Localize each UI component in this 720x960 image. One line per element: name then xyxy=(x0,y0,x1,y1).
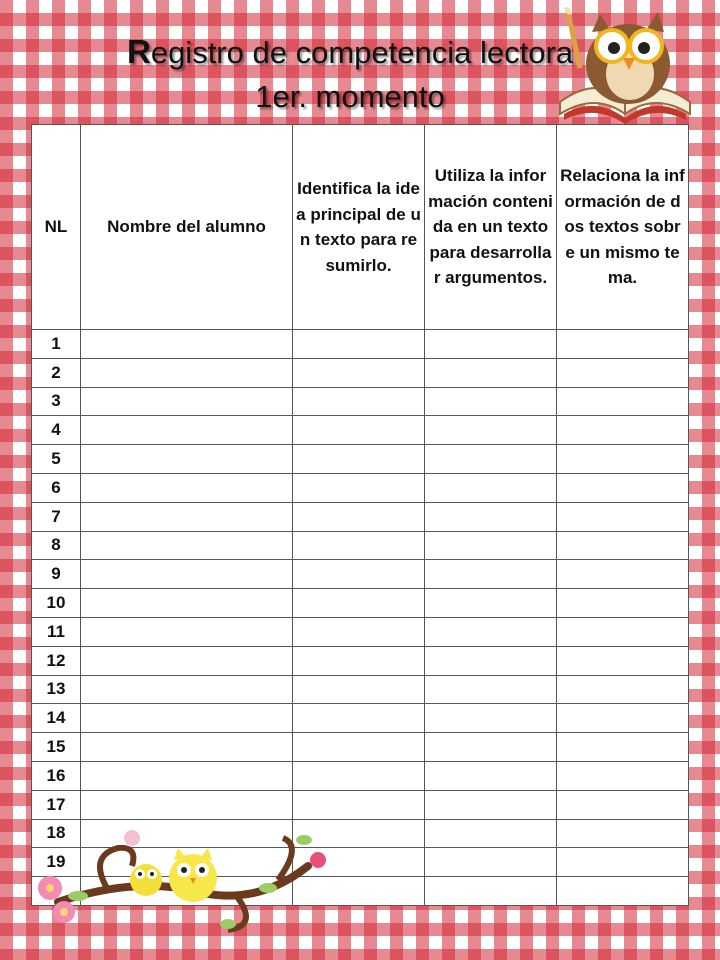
relates-information-cell[interactable] xyxy=(557,531,689,560)
row-number: 6 xyxy=(32,473,81,502)
main-idea-cell[interactable] xyxy=(293,733,425,762)
relates-information-cell[interactable] xyxy=(557,358,689,387)
relates-information-cell[interactable] xyxy=(557,790,689,819)
header-uses-information xyxy=(425,125,557,330)
main-idea-cell[interactable] xyxy=(293,589,425,618)
uses-information-cell[interactable] xyxy=(425,704,557,733)
relates-information-cell[interactable] xyxy=(557,704,689,733)
uses-information-cell[interactable] xyxy=(425,733,557,762)
relates-information-cell[interactable] xyxy=(557,819,689,848)
main-idea-cell[interactable] xyxy=(293,560,425,589)
row-number: 11 xyxy=(32,617,81,646)
main-idea-cell[interactable] xyxy=(293,358,425,387)
main-idea-cell[interactable] xyxy=(293,704,425,733)
relates-information-cell[interactable] xyxy=(557,445,689,474)
table-row xyxy=(32,416,689,445)
uses-information-cell[interactable] xyxy=(425,445,557,474)
uses-information-cell[interactable] xyxy=(425,502,557,531)
row-number: 16 xyxy=(32,761,81,790)
table-row xyxy=(32,358,689,387)
header-nl: NL xyxy=(32,125,81,330)
row-number: 19 xyxy=(32,848,81,877)
relates-information-cell[interactable] xyxy=(557,848,689,877)
student-name-cell[interactable] xyxy=(81,387,293,416)
header-relates-information-text: Relaciona la información de dos textos sobre un mismo tema. xyxy=(560,166,685,288)
table-row xyxy=(32,531,689,560)
relates-information-cell[interactable] xyxy=(557,617,689,646)
uses-information-cell[interactable] xyxy=(425,531,557,560)
title-initial: R xyxy=(126,33,151,70)
row-number: 9 xyxy=(32,560,81,589)
uses-information-cell[interactable] xyxy=(425,675,557,704)
row-number: 3 xyxy=(32,387,81,416)
student-name-cell[interactable] xyxy=(81,704,293,733)
table-row xyxy=(32,502,689,531)
row-number: 12 xyxy=(32,646,81,675)
row-number: 2 xyxy=(32,358,81,387)
student-name-cell[interactable] xyxy=(81,502,293,531)
table-row xyxy=(32,617,689,646)
uses-information-cell[interactable] xyxy=(425,560,557,589)
row-number: 14 xyxy=(32,704,81,733)
table-row xyxy=(32,560,689,589)
header-uses-information-text: Utiliza la información contenida en un texto para desarrollar argumentos. xyxy=(428,166,553,288)
uses-information-cell[interactable] xyxy=(425,589,557,618)
relates-information-cell[interactable] xyxy=(557,646,689,675)
row-number: 5 xyxy=(32,445,81,474)
table-row xyxy=(32,761,689,790)
uses-information-cell[interactable] xyxy=(425,387,557,416)
uses-information-cell[interactable] xyxy=(425,790,557,819)
student-name-cell[interactable] xyxy=(81,531,293,560)
row-number: 7 xyxy=(32,502,81,531)
main-idea-cell[interactable] xyxy=(293,330,425,359)
main-idea-cell[interactable] xyxy=(293,531,425,560)
table-row xyxy=(32,790,689,819)
main-idea-cell[interactable] xyxy=(293,790,425,819)
competency-table xyxy=(31,124,689,906)
uses-information-cell[interactable] xyxy=(425,330,557,359)
main-idea-cell[interactable] xyxy=(293,761,425,790)
student-name-cell[interactable] xyxy=(81,617,293,646)
relates-information-cell[interactable] xyxy=(557,330,689,359)
uses-information-cell[interactable] xyxy=(425,473,557,502)
row-number: 13 xyxy=(32,675,81,704)
student-name-cell[interactable] xyxy=(81,330,293,359)
owl-reading-book-icon xyxy=(550,6,700,124)
uses-information-cell[interactable] xyxy=(425,848,557,877)
uses-information-cell[interactable] xyxy=(425,877,557,906)
table-row xyxy=(32,387,689,416)
student-name-cell[interactable] xyxy=(81,473,293,502)
relates-information-cell[interactable] xyxy=(557,733,689,762)
row-number: 8 xyxy=(32,531,81,560)
main-idea-cell[interactable] xyxy=(293,473,425,502)
table-header-row xyxy=(32,125,689,330)
header-main-idea-text: Identifica la idea principal de un texto para resumirlo. xyxy=(296,179,421,275)
uses-information-cell[interactable] xyxy=(425,761,557,790)
student-name-cell[interactable] xyxy=(81,733,293,762)
owls-on-branch-icon xyxy=(28,826,338,936)
table-row xyxy=(32,330,689,359)
row-number: 17 xyxy=(32,790,81,819)
student-name-cell[interactable] xyxy=(81,646,293,675)
student-name-cell[interactable] xyxy=(81,445,293,474)
relates-information-cell[interactable] xyxy=(557,473,689,502)
relates-information-cell[interactable] xyxy=(557,416,689,445)
uses-information-cell[interactable] xyxy=(425,416,557,445)
uses-information-cell[interactable] xyxy=(425,358,557,387)
relates-information-cell[interactable] xyxy=(557,502,689,531)
table-row xyxy=(32,473,689,502)
relates-information-cell[interactable] xyxy=(557,560,689,589)
table-row xyxy=(32,675,689,704)
relates-information-cell[interactable] xyxy=(557,387,689,416)
uses-information-cell[interactable] xyxy=(425,819,557,848)
main-idea-cell[interactable] xyxy=(293,617,425,646)
main-idea-cell[interactable] xyxy=(293,416,425,445)
row-number: 15 xyxy=(32,733,81,762)
student-name-cell[interactable] xyxy=(81,675,293,704)
row-number: 4 xyxy=(32,416,81,445)
main-idea-cell[interactable] xyxy=(293,675,425,704)
row-number: 18 xyxy=(32,819,81,848)
relates-information-cell[interactable] xyxy=(557,675,689,704)
student-name-cell[interactable] xyxy=(81,358,293,387)
header-student-name: Nombre del alumno xyxy=(81,125,293,330)
header-relates-information xyxy=(557,125,689,330)
main-idea-cell[interactable] xyxy=(293,387,425,416)
main-idea-cell[interactable] xyxy=(293,445,425,474)
relates-information-cell[interactable] xyxy=(557,589,689,618)
student-name-cell[interactable] xyxy=(81,560,293,589)
table-row xyxy=(32,445,689,474)
student-name-cell[interactable] xyxy=(81,416,293,445)
student-name-cell[interactable] xyxy=(81,790,293,819)
table-row xyxy=(32,646,689,675)
student-name-cell[interactable] xyxy=(81,589,293,618)
row-number: 1 xyxy=(32,330,81,359)
relates-information-cell[interactable] xyxy=(557,877,689,906)
main-idea-cell[interactable] xyxy=(293,502,425,531)
relates-information-cell[interactable] xyxy=(557,761,689,790)
table-row xyxy=(32,733,689,762)
uses-information-cell[interactable] xyxy=(425,617,557,646)
main-idea-cell[interactable] xyxy=(293,646,425,675)
row-number: 10 xyxy=(32,589,81,618)
table-row xyxy=(32,704,689,733)
uses-information-cell[interactable] xyxy=(425,646,557,675)
header-main-idea xyxy=(293,125,425,330)
table-row xyxy=(32,589,689,618)
student-name-cell[interactable] xyxy=(81,761,293,790)
title-line1: egistro de competencia lectora xyxy=(150,35,574,70)
title-line2: 1er. momento xyxy=(255,79,445,114)
